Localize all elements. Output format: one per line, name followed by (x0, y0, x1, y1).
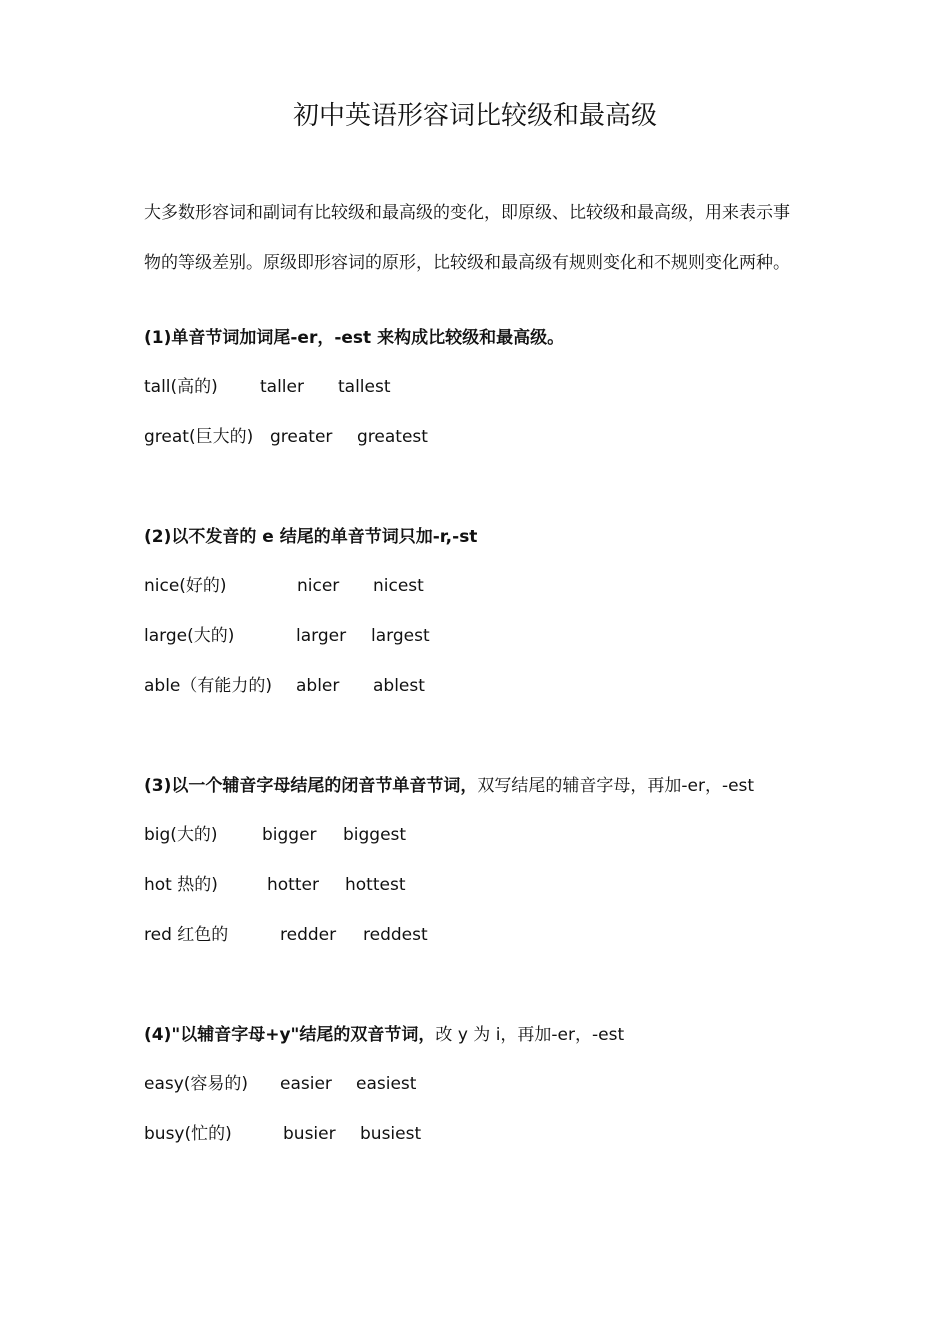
base-form: able（有能力的) (144, 676, 273, 696)
comparative-form: busier (283, 1124, 336, 1144)
superlative-form: easiest (356, 1074, 417, 1094)
intro-line-1: 大多数形容词和副词有比较级和最高级的变化，即原级、比较级和最高级，用来表示事 (144, 203, 790, 223)
base-form: great(巨大的) (144, 427, 254, 447)
word-row (144, 375, 744, 399)
section-2-heading (144, 525, 477, 549)
comparative-form: hotter (267, 875, 319, 895)
section-4-heading (144, 1023, 624, 1047)
section-3-heading (144, 774, 754, 798)
section-2-heading-bold: (2)以不发音的 e 结尾的单音节词只加-r,-st (144, 527, 478, 547)
superlative-form: biggest (343, 825, 407, 845)
superlative-form: tallest (338, 377, 391, 397)
comparative-form: easier (280, 1074, 332, 1094)
word-row (144, 574, 744, 598)
base-form: tall(高的) (144, 377, 218, 397)
base-form: large(大的) (144, 626, 235, 646)
word-row (144, 624, 744, 648)
superlative-form: nicest (373, 576, 424, 596)
word-row (144, 1122, 744, 1146)
base-form: red 红色的 (144, 925, 229, 945)
base-form: hot 热的) (144, 875, 218, 895)
comparative-form: bigger (262, 825, 317, 845)
section-4-heading-bold: (4)"以辅音字母+y"结尾的双音节词， (144, 1025, 436, 1045)
section-3-heading-normal: 双写结尾的辅音字母，再加-er，-est (477, 776, 755, 796)
word-row (144, 674, 744, 698)
superlative-form: largest (371, 626, 430, 646)
comparative-form: redder (280, 925, 337, 945)
word-row (144, 1072, 744, 1096)
section-1-heading-bold: (1)单音节词加词尾-er，-est 来构成比较级和最高级。 (144, 328, 565, 348)
word-row (144, 425, 744, 449)
comparative-form: larger (296, 626, 347, 646)
comparative-form: greater (270, 427, 333, 447)
base-form: big(大的) (144, 825, 218, 845)
base-form: easy(容易的) (144, 1074, 249, 1094)
superlative-form: reddest (363, 925, 428, 945)
superlative-form: hottest (345, 875, 406, 895)
section-4-heading-normal: 改 y 为 i，再加-er，-est (435, 1025, 625, 1045)
base-form: busy(忙的) (144, 1124, 232, 1144)
section-1-heading (144, 326, 564, 350)
superlative-form: ablest (373, 676, 425, 696)
comparative-form: abler (296, 676, 340, 696)
superlative-form: busiest (360, 1124, 422, 1144)
word-row (144, 823, 744, 847)
page-title: 初中英语形容词比较级和最高级 (292, 101, 657, 131)
comparative-form: taller (260, 377, 304, 397)
superlative-form: greatest (357, 427, 428, 447)
comparative-form: nicer (297, 576, 340, 596)
base-form: nice(好的) (144, 576, 227, 596)
word-row (144, 923, 744, 947)
word-row (144, 873, 744, 897)
section-3-heading-bold: (3)以一个辅音字母结尾的闭音节单音节词， (144, 776, 478, 796)
intro-line-2: 物的等级差别。原级即形容词的原形，比较级和最高级有规则变化和不规则变化两种。 (144, 253, 790, 273)
